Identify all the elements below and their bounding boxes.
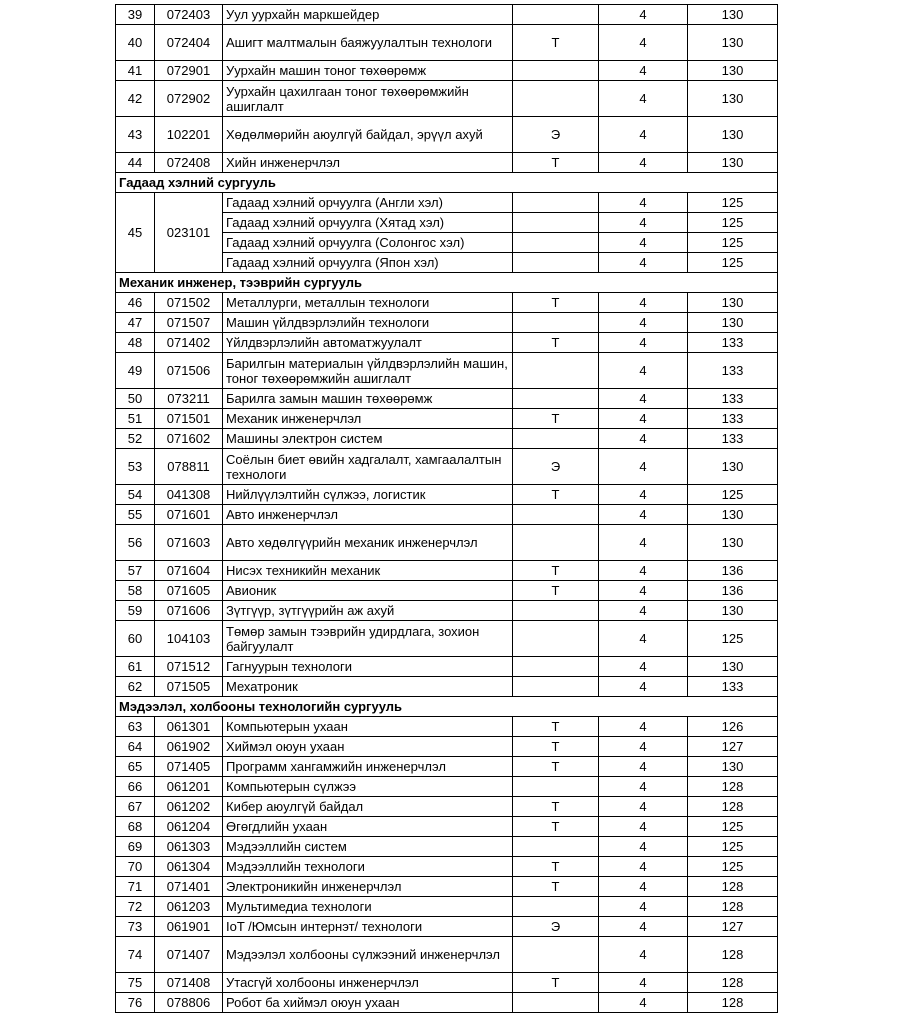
row-number: 43 [116, 117, 155, 153]
program-code: 061201 [155, 777, 223, 797]
row-number: 56 [116, 525, 155, 561]
credit-count: 133 [688, 333, 778, 353]
program-flag: Т [513, 409, 599, 429]
table-row [116, 561, 778, 581]
program-code: 041308 [155, 485, 223, 505]
table-row [116, 973, 778, 993]
credit-count: 130 [688, 313, 778, 333]
program-name: Уурхайн машин тоног төхөөрөмж [223, 61, 513, 81]
program-flag [513, 525, 599, 561]
credit-count: 130 [688, 293, 778, 313]
program-flag: Т [513, 877, 599, 897]
program-code: 071505 [155, 677, 223, 697]
table-row [116, 937, 778, 973]
program-name: Металлурги, металлын технологи [223, 293, 513, 313]
credit-count: 125 [688, 857, 778, 877]
row-number: 50 [116, 389, 155, 409]
program-code: 071604 [155, 561, 223, 581]
study-years: 4 [599, 837, 688, 857]
row-number: 48 [116, 333, 155, 353]
study-years: 4 [599, 717, 688, 737]
table-row [116, 777, 778, 797]
program-code: 102201 [155, 117, 223, 153]
credit-count: 126 [688, 717, 778, 737]
credit-count: 136 [688, 561, 778, 581]
row-number: 55 [116, 505, 155, 525]
program-name: Авто инженерчлэл [223, 505, 513, 525]
study-years: 4 [599, 293, 688, 313]
program-code: 073211 [155, 389, 223, 409]
row-number: 76 [116, 993, 155, 1013]
program-code: 071502 [155, 293, 223, 313]
credit-count: 133 [688, 677, 778, 697]
program-code: 071606 [155, 601, 223, 621]
program-flag: Э [513, 117, 599, 153]
program-flag: Т [513, 561, 599, 581]
credit-count: 130 [688, 505, 778, 525]
row-number: 65 [116, 757, 155, 777]
study-years: 4 [599, 737, 688, 757]
row-number: 75 [116, 973, 155, 993]
section-title: Мэдээлэл, холбооны технологийн сургууль [116, 697, 778, 717]
credit-count: 128 [688, 777, 778, 797]
study-years: 4 [599, 353, 688, 389]
table-row [116, 621, 778, 657]
row-number: 47 [116, 313, 155, 333]
table-row [116, 25, 778, 61]
study-years: 4 [599, 333, 688, 353]
study-years: 4 [599, 677, 688, 697]
program-code: 072902 [155, 81, 223, 117]
study-years: 4 [599, 409, 688, 429]
study-years: 4 [599, 581, 688, 601]
program-code: 061304 [155, 857, 223, 877]
row-number: 64 [116, 737, 155, 757]
program-name: Компьютерын ухаан [223, 717, 513, 737]
study-years: 4 [599, 817, 688, 837]
program-flag: Т [513, 581, 599, 601]
program-flag [513, 505, 599, 525]
study-years: 4 [599, 449, 688, 485]
program-name: Соёлын биет өвийн хадгалалт, хамгаалалтын технологи [223, 449, 513, 485]
row-number: 42 [116, 81, 155, 117]
program-name: Барилгын материалын үйлдвэрлэлийн машин, тоног төхөөрөмжийн ашиглалт [223, 353, 513, 389]
table-row [116, 409, 778, 429]
program-name: Нийлүүлэлтийн сүлжээ, логистик [223, 485, 513, 505]
section-title: Механик инженер, тээврийн сургууль [116, 273, 778, 293]
program-name: Мехатроник [223, 677, 513, 697]
study-years: 4 [599, 525, 688, 561]
table-row [116, 837, 778, 857]
credit-count: 130 [688, 657, 778, 677]
row-number: 59 [116, 601, 155, 621]
program-code: 061204 [155, 817, 223, 837]
table-row [116, 153, 778, 173]
program-flag [513, 601, 599, 621]
credit-count: 133 [688, 389, 778, 409]
credit-count: 128 [688, 937, 778, 973]
program-flag [513, 657, 599, 677]
study-years: 4 [599, 657, 688, 677]
program-name: Хөдөлмөрийн аюулгүй байдал, эрүүл ахуй [223, 117, 513, 153]
program-code: 071512 [155, 657, 223, 677]
credit-count: 130 [688, 525, 778, 561]
program-flag: Т [513, 757, 599, 777]
study-years: 4 [599, 601, 688, 621]
study-years: 4 [599, 81, 688, 117]
program-flag [513, 353, 599, 389]
credit-count: 133 [688, 409, 778, 429]
table-row [116, 61, 778, 81]
study-years: 4 [599, 389, 688, 409]
row-number: 41 [116, 61, 155, 81]
study-years: 4 [599, 993, 688, 1013]
table-row [116, 993, 778, 1013]
table-row [116, 857, 778, 877]
table-row [116, 293, 778, 313]
program-flag: Т [513, 817, 599, 837]
program-name: Уул уурхайн маркшейдер [223, 5, 513, 25]
study-years: 4 [599, 777, 688, 797]
program-flag [513, 313, 599, 333]
study-years: 4 [599, 213, 688, 233]
program-flag: Э [513, 917, 599, 937]
credit-count: 130 [688, 5, 778, 25]
study-years: 4 [599, 253, 688, 273]
program-flag: Т [513, 25, 599, 61]
program-name: Нисэх техникийн механик [223, 561, 513, 581]
program-flag: Э [513, 449, 599, 485]
study-years: 4 [599, 61, 688, 81]
program-code: 071401 [155, 877, 223, 897]
program-code: 061303 [155, 837, 223, 857]
program-flag: Т [513, 717, 599, 737]
row-number: 49 [116, 353, 155, 389]
table-row [116, 797, 778, 817]
row-number: 52 [116, 429, 155, 449]
row-number: 53 [116, 449, 155, 485]
row-number: 63 [116, 717, 155, 737]
program-flag [513, 993, 599, 1013]
program-name: Мэдээллийн технологи [223, 857, 513, 877]
table-row [116, 525, 778, 561]
section-header-row [116, 273, 778, 293]
credit-count: 128 [688, 877, 778, 897]
program-flag [513, 61, 599, 81]
row-number: 60 [116, 621, 155, 657]
row-number: 66 [116, 777, 155, 797]
program-code: 023101 [155, 193, 223, 273]
program-name: Механик инженерчлэл [223, 409, 513, 429]
credit-count: 130 [688, 757, 778, 777]
study-years: 4 [599, 561, 688, 581]
row-number: 70 [116, 857, 155, 877]
row-number: 58 [116, 581, 155, 601]
study-years: 4 [599, 877, 688, 897]
table-row [116, 657, 778, 677]
study-years: 4 [599, 505, 688, 525]
program-code: 104103 [155, 621, 223, 657]
row-number: 61 [116, 657, 155, 677]
credit-count: 128 [688, 897, 778, 917]
program-name: Үйлдвэрлэлийн автоматжуулалт [223, 333, 513, 353]
program-name: Мэдээлэл холбооны сүлжээний инженерчлэл [223, 937, 513, 973]
credit-count: 130 [688, 117, 778, 153]
program-flag [513, 777, 599, 797]
credit-count: 125 [688, 837, 778, 857]
row-number: 68 [116, 817, 155, 837]
program-flag [513, 621, 599, 657]
program-code: 061301 [155, 717, 223, 737]
row-number: 51 [116, 409, 155, 429]
program-flag: Т [513, 293, 599, 313]
row-number: 45 [116, 193, 155, 273]
table-row [116, 817, 778, 837]
row-number: 40 [116, 25, 155, 61]
program-flag [513, 213, 599, 233]
study-years: 4 [599, 621, 688, 657]
table-row [116, 877, 778, 897]
program-code: 078806 [155, 993, 223, 1013]
row-number: 62 [116, 677, 155, 697]
program-flag [513, 389, 599, 409]
program-flag: Т [513, 973, 599, 993]
credit-count: 128 [688, 973, 778, 993]
program-name: Гагнуурын технологи [223, 657, 513, 677]
program-code: 071507 [155, 313, 223, 333]
study-years: 4 [599, 153, 688, 173]
program-name: Хийн инженерчлэл [223, 153, 513, 173]
study-years: 4 [599, 973, 688, 993]
program-flag: Т [513, 797, 599, 817]
program-name: Мультимедиа технологи [223, 897, 513, 917]
credit-count: 128 [688, 993, 778, 1013]
program-name: Гадаад хэлний орчуулга (Япон хэл) [223, 253, 513, 273]
program-name: Зүтгүүр, зүтгүүрийн аж ахуй [223, 601, 513, 621]
table-row [116, 429, 778, 449]
table-row [116, 737, 778, 757]
study-years: 4 [599, 5, 688, 25]
row-number: 73 [116, 917, 155, 937]
program-name: Авионик [223, 581, 513, 601]
credit-count: 125 [688, 621, 778, 657]
program-code: 061902 [155, 737, 223, 757]
table-row [116, 333, 778, 353]
program-table-body [116, 5, 778, 1013]
program-flag: Т [513, 485, 599, 505]
program-name: Электроникийн инженерчлэл [223, 877, 513, 897]
credit-count: 125 [688, 213, 778, 233]
credit-count: 127 [688, 737, 778, 757]
program-name: Машин үйлдвэрлэлийн технологи [223, 313, 513, 333]
program-code: 061203 [155, 897, 223, 917]
credit-count: 133 [688, 429, 778, 449]
study-years: 4 [599, 25, 688, 61]
study-years: 4 [599, 193, 688, 213]
row-number: 71 [116, 877, 155, 897]
program-flag [513, 837, 599, 857]
program-name: Гадаад хэлний орчуулга (Англи хэл) [223, 193, 513, 213]
table-row [116, 757, 778, 777]
program-flag: Т [513, 333, 599, 353]
program-code: 061901 [155, 917, 223, 937]
program-code: 071603 [155, 525, 223, 561]
study-years: 4 [599, 917, 688, 937]
table-row [116, 601, 778, 621]
row-number: 72 [116, 897, 155, 917]
row-number: 39 [116, 5, 155, 25]
program-code: 071601 [155, 505, 223, 525]
credit-count: 125 [688, 253, 778, 273]
program-flag [513, 897, 599, 917]
row-number: 54 [116, 485, 155, 505]
program-name: Мэдээллийн систем [223, 837, 513, 857]
table-row [116, 353, 778, 389]
credit-count: 125 [688, 485, 778, 505]
program-name: Гадаад хэлний орчуулга (Хятад хэл) [223, 213, 513, 233]
credit-count: 130 [688, 61, 778, 81]
program-name: Компьютерын сүлжээ [223, 777, 513, 797]
program-flag [513, 429, 599, 449]
program-code: 072901 [155, 61, 223, 81]
program-code: 061202 [155, 797, 223, 817]
program-name: IoT /Юмсын интернэт/ технологи [223, 917, 513, 937]
study-years: 4 [599, 937, 688, 973]
program-flag: Т [513, 737, 599, 757]
table-row [116, 449, 778, 485]
row-number: 69 [116, 837, 155, 857]
program-code: 071402 [155, 333, 223, 353]
program-name: Авто хөдөлгүүрийн механик инженерчлэл [223, 525, 513, 561]
program-name: Машины электрон систем [223, 429, 513, 449]
program-name: Утасгүй холбооны инженерчлэл [223, 973, 513, 993]
table-row [116, 677, 778, 697]
table-row [116, 117, 778, 153]
program-code: 071405 [155, 757, 223, 777]
study-years: 4 [599, 897, 688, 917]
program-code: 071408 [155, 973, 223, 993]
program-name: Кибер аюулгүй байдал [223, 797, 513, 817]
program-flag [513, 193, 599, 213]
program-code: 071602 [155, 429, 223, 449]
program-flag: Т [513, 153, 599, 173]
study-years: 4 [599, 485, 688, 505]
credit-count: 130 [688, 81, 778, 117]
credit-count: 136 [688, 581, 778, 601]
program-name: Программ хангамжийн инженерчлэл [223, 757, 513, 777]
table-row [116, 193, 778, 213]
study-years: 4 [599, 757, 688, 777]
program-code: 078811 [155, 449, 223, 485]
program-code: 071407 [155, 937, 223, 973]
credit-count: 128 [688, 797, 778, 817]
table-row [116, 581, 778, 601]
table-row [116, 81, 778, 117]
study-years: 4 [599, 797, 688, 817]
study-years: 4 [599, 313, 688, 333]
credit-count: 125 [688, 817, 778, 837]
program-code: 071605 [155, 581, 223, 601]
credit-count: 127 [688, 917, 778, 937]
table-row [116, 485, 778, 505]
table-row [116, 505, 778, 525]
table-row [116, 897, 778, 917]
program-name: Уурхайн цахилгаан тоног төхөөрөмжийн ашиглалт [223, 81, 513, 117]
table-row [116, 389, 778, 409]
study-years: 4 [599, 233, 688, 253]
row-number: 46 [116, 293, 155, 313]
program-flag [513, 5, 599, 25]
program-flag [513, 937, 599, 973]
program-code: 072403 [155, 5, 223, 25]
program-code: 072404 [155, 25, 223, 61]
study-years: 4 [599, 429, 688, 449]
program-name: Барилга замын машин төхөөрөмж [223, 389, 513, 409]
credit-count: 130 [688, 153, 778, 173]
program-flag [513, 253, 599, 273]
program-flag [513, 233, 599, 253]
table-row [116, 5, 778, 25]
credit-count: 125 [688, 193, 778, 213]
row-number: 67 [116, 797, 155, 817]
program-name: Хиймэл оюун ухаан [223, 737, 513, 757]
program-flag: Т [513, 857, 599, 877]
row-number: 57 [116, 561, 155, 581]
credit-count: 130 [688, 601, 778, 621]
program-flag [513, 81, 599, 117]
program-name: Робот ба хиймэл оюун ухаан [223, 993, 513, 1013]
program-name: Ашигт малтмалын баяжуулалтын технологи [223, 25, 513, 61]
section-title: Гадаад хэлний сургууль [116, 173, 778, 193]
program-name: Төмөр замын тээврийн удирдлага, зохион байгуулалт [223, 621, 513, 657]
table-row [116, 313, 778, 333]
row-number: 44 [116, 153, 155, 173]
section-header-row [116, 697, 778, 717]
credit-count: 133 [688, 353, 778, 389]
section-header-row [116, 173, 778, 193]
program-code: 071501 [155, 409, 223, 429]
study-years: 4 [599, 857, 688, 877]
credit-count: 125 [688, 233, 778, 253]
study-years: 4 [599, 117, 688, 153]
program-name: Гадаад хэлний орчуулга (Солонгос хэл) [223, 233, 513, 253]
program-code: 071506 [155, 353, 223, 389]
credit-count: 130 [688, 25, 778, 61]
program-code: 072408 [155, 153, 223, 173]
row-number: 74 [116, 937, 155, 973]
program-name: Өгөгдлийн ухаан [223, 817, 513, 837]
table-row [116, 917, 778, 937]
table-row [116, 717, 778, 737]
program-table [115, 4, 778, 1013]
credit-count: 130 [688, 449, 778, 485]
program-flag [513, 677, 599, 697]
